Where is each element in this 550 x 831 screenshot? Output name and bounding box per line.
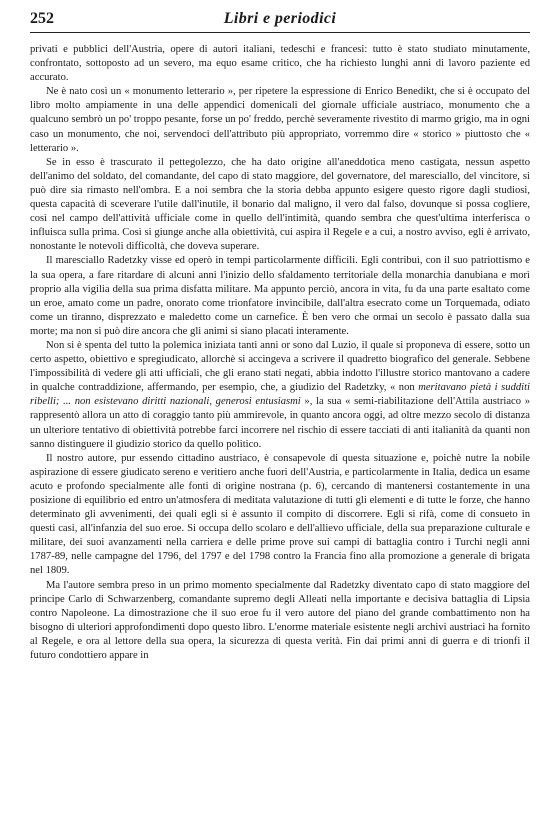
- paragraph-text: privati e pubblici dell'Austria, opere di autori italiani, tedeschi e francesi: tutto è stato studiato minutamente, confrontato, sottoposto ad un severo, ma equo esame critico, che ha richiesto lunghi anni di lavoro paziente ed accurato.: [30, 44, 530, 84]
- paragraph-text: Il nostro autore, pur essendo cittadino austriaco, è consapevole di questa situazione e, poichè nutre la nobile aspirazione di essere giudicato sereno e veritiero anche fuori dell'Austria, e particolarmente in Italia, dedica un esame acuto e profondo specialmente alle fonti di origine nostrana (p. 6), cercando di mantenersi costantemente in una posizione di equilibrio ed entro un'atmosfera di meditata valutazione di tutti gli elementi e di tutte le forze, che hanno determinato gli avvenimenti, dei quali egli si è assunto il compito di discorrere. Egli si rifà, come di consueto in questi casi, all'infanzia del suo eroe. Si occupa dello scolaro e dell'allievo ufficiale, della sua preparazione culturale e militare, dei suoi avanzamenti nella carriera e delle prime prove sui campi di battaglia contro i Turchi negli anni 1787-89, nelle campagne del 1796, del 1797 e del 1798 contro la Francia fino alla promozione a generale di brigata nel 1809.: [30, 452, 530, 577]
- paragraph: [30, 85, 530, 155]
- paragraph-text: Se in esso è trascurato il pettegolezzo, che ha dato origine all'aneddotica meno castigata, nessun aspetto dell'animo del soldato, del comandante, del capo di stato maggiore, del governatore, del maresciallo, del vincitore, si può dire sia rimasto nell'ombra. E a noi sembra che la storia debba appunto esigere questo rigore dagli studiosi, questa capacità di sceverare l'utile dall'inutile, il bonario dal maligno, il vero dal falso, dovunque si possa cogliere, così nel campo dell'attività ufficiale come in quello dell'intimità, quando sembra che quest'ultima interferisca o influisca sulla prima. Così si giunge anche alla obiettività, cui aspira il Regele e a cui, a nostro avviso, egli è arrivato, nonostante le notevoli difficoltà, che doveva superare.: [30, 156, 530, 253]
- paragraph: [30, 254, 530, 339]
- paragraph-text: », la sua « semi-riabilitazione dell'Attila austriaco » rappresentò allora un atto di coraggio tanto più ammirevole, in quanto ancora oggi, ad oltre mezzo secolo di distanza un ulteriore tentativo di obiettività potrebbe farci incorrere nel rischio di essere tacciati di anti italianità da quanti non sanno distinguere il giudizio storico da quello politico.: [30, 396, 530, 450]
- page-number: 252: [30, 10, 54, 27]
- paragraph-text: Non si è spenta del tutto la polemica iniziata tanti anni or sono dal Luzio, il quale si proponeva di essere, sotto un certo aspetto, obiettivo e spregiudicato, allorchè si accingeva a scrivere il quadretto biografico del generale. Sebbene l'impossibilità di vedere gli atti ufficiali, che gli erano stati negati, abbia indotto l'illustre storico mantovano a cadere in qualche contraddizione, affermando, per esempio, che, a giudizio del Radetzky, « non: [30, 339, 530, 394]
- paragraph-text: Ma l'autore sembra preso in un primo momento specialmente dal Radetzky diventato capo di stato maggiore del principe Carlo di Schwarzenberg, comandante supremo degli Alleati nella importante e decisiva battaglia di Lipsia contro Napoleone. La dimostrazione che il suo eroe fu il vero autore del piano del grande combattimento non ha bisogno di ulteriori approfondimenti dopo questo libro. L'enorme materiale esistente negli archivi austriaci ha fornito al Regele, e ora al lettore della sua opera, la sicurezza di questa verità. Fin dai primi anni di guerra e di trionfi il futuro condottiero appare in: [30, 579, 530, 662]
- running-head: [30, 10, 530, 33]
- paragraph: [30, 579, 530, 664]
- italic-quote: meritavano pietà i sudditi ribelli; ... non esistevano diritti nazionali, generosi entusiasmi: [30, 382, 530, 408]
- paragraph: [30, 339, 530, 452]
- body-text: [30, 43, 530, 663]
- paragraph: [30, 156, 530, 255]
- paragraph: [30, 43, 530, 85]
- book-page: [30, 10, 530, 663]
- running-title: Libri e periodici: [223, 10, 337, 27]
- paragraph: [30, 452, 530, 579]
- paragraph-text: Ne è nato così un « monumento letterario », per ripetere la espressione di Enrico Benedikt, che si è occupato del libro molto ampiamente in una delle appendici domenicali del giornale ufficiale austriaco, monumento che a qualcuno sembrò un po' troppo pesante, forse un po' freddo, perchè severamente rivestito di marmo grigio, ma in ogni caso un monumento, che noi, servendoci dell'attributo più appropriato, vorremmo dire « storico » piuttosto che « letterario ».: [30, 86, 530, 154]
- paragraph-text: Il maresciallo Radetzky visse ed operò in tempi particolarmente difficili. Egli contribuì, con il suo patriottismo e la sua opera, a fare ritardare di alcuni anni l'inizio dello sfaldamento territoriale della monarchia danubiana e morì proprio alla vigilia della sua prima disfatta militare. Ma appunto perciò, ancora in vita, fu da una parte esaltato come un eroe, amato come un padre, onorato come trionfatore invincibile, dall'altra esecrato come un Torquemada, odiato come un tiranno, disprezzato e maledetto come un carnefice. È ben vero che ormai un secolo è passato dalla sua morte; ma non si può dire ancora che gli animi si siano placati interamente.: [30, 255, 530, 337]
